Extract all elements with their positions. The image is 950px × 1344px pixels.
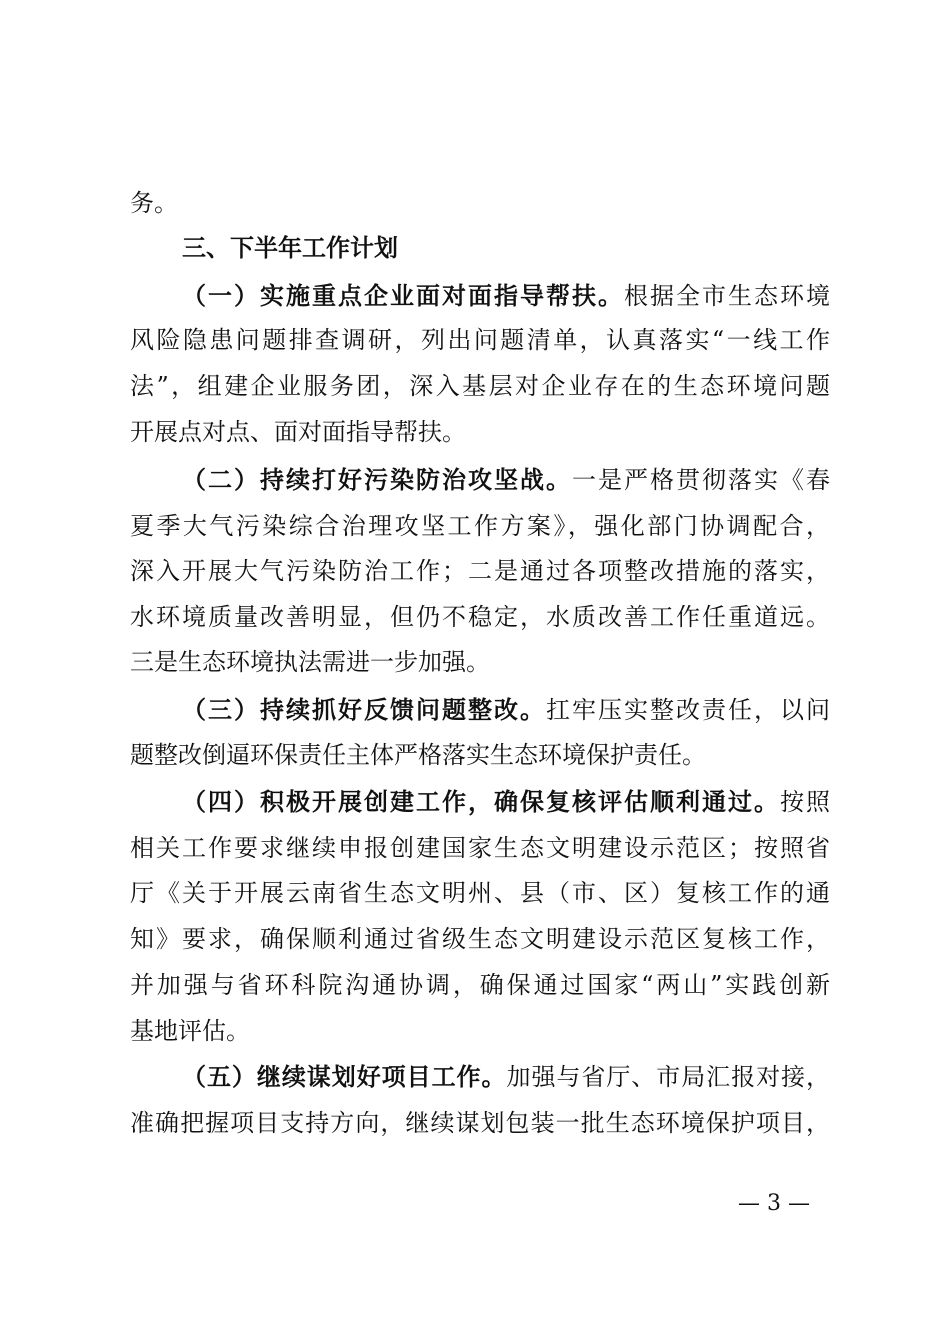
body-text: 水环境质量改善明显，但仍不稳定，水质改善工作任重道远。 [130, 603, 830, 631]
body-text: 一是严格贯彻落实《春 [572, 466, 830, 494]
body-text: 扛牢压实整改责任，以问 [546, 696, 830, 724]
body-text: 相关工作要求继续申报创建国家生态文明建设示范区；按照省 [130, 834, 830, 862]
body-text: 务。 [130, 189, 178, 217]
text-line [182, 695, 830, 725]
body-text: 基地评估。 [130, 1017, 250, 1045]
body-text: 法”，组建企业服务团，深入基层对企业存在的生态环境问题 [130, 372, 830, 400]
text-line [182, 465, 830, 495]
heading-text: 三、下半年工作计划 [182, 234, 398, 262]
body-text: 厅《关于开展云南省生态文明州、县（市、区）复核工作的通 [130, 879, 830, 907]
body-text: 按照 [780, 788, 830, 816]
body-text: 根据全市生态环境 [624, 282, 830, 310]
page-number: — 3 — [738, 1191, 810, 1216]
text-line [130, 740, 830, 770]
subheading-text: （三）持续抓好反馈问题整改。 [182, 695, 546, 724]
body-text: 开展点对点、面对面指导帮扶。 [130, 418, 466, 446]
text-line [130, 647, 830, 677]
body-text: 加强与省厅、市局汇报对接， [506, 1063, 831, 1091]
body-text: 深入开展大气污染防治工作；二是通过各项整改措施的落实， [130, 557, 830, 585]
body-text: 风险隐患问题排查调研，列出问题清单，认真落实“一线工作 [130, 326, 830, 354]
subheading-text: （五）继续谋划好项目工作。 [182, 1062, 507, 1091]
text-line [130, 833, 830, 863]
text-line [130, 325, 830, 355]
body-text: 并加强与省环科院沟通协调，确保通过国家“两山”实践创新 [130, 971, 830, 999]
body-text: 知》要求，确保顺利通过省级生态文明建设示范区复核工作， [130, 925, 830, 953]
text-line [130, 1016, 830, 1046]
text-line [130, 970, 830, 1000]
text-line [130, 878, 830, 908]
text-line [130, 511, 830, 541]
body-text: 三是生态环境执法需进一步加强。 [130, 648, 490, 676]
text-line [130, 417, 830, 447]
body-text: 准确把握项目支持方向，继续谋划包装一批生态环境保护项目， [130, 1109, 830, 1137]
text-line [130, 371, 830, 401]
section-heading [182, 233, 830, 263]
text-line [130, 1108, 830, 1138]
body-text: 夏季大气污染综合治理攻坚工作方案》，强化部门协调配合， [130, 512, 830, 540]
text-line [182, 281, 830, 311]
subheading-text: （四）积极开展创建工作，确保复核评估顺利通过。 [182, 787, 780, 816]
body-text: 题整改倒逼环保责任主体严格落实生态环境保护责任。 [130, 741, 706, 769]
text-line [130, 602, 830, 632]
text-line [130, 188, 830, 218]
subheading-text: （一）实施重点企业面对面指导帮扶。 [182, 281, 624, 310]
text-line [182, 787, 830, 817]
text-line [130, 556, 830, 586]
text-line [182, 1062, 830, 1092]
text-line [130, 924, 830, 954]
subheading-text: （二）持续打好污染防治攻坚战。 [182, 465, 572, 494]
